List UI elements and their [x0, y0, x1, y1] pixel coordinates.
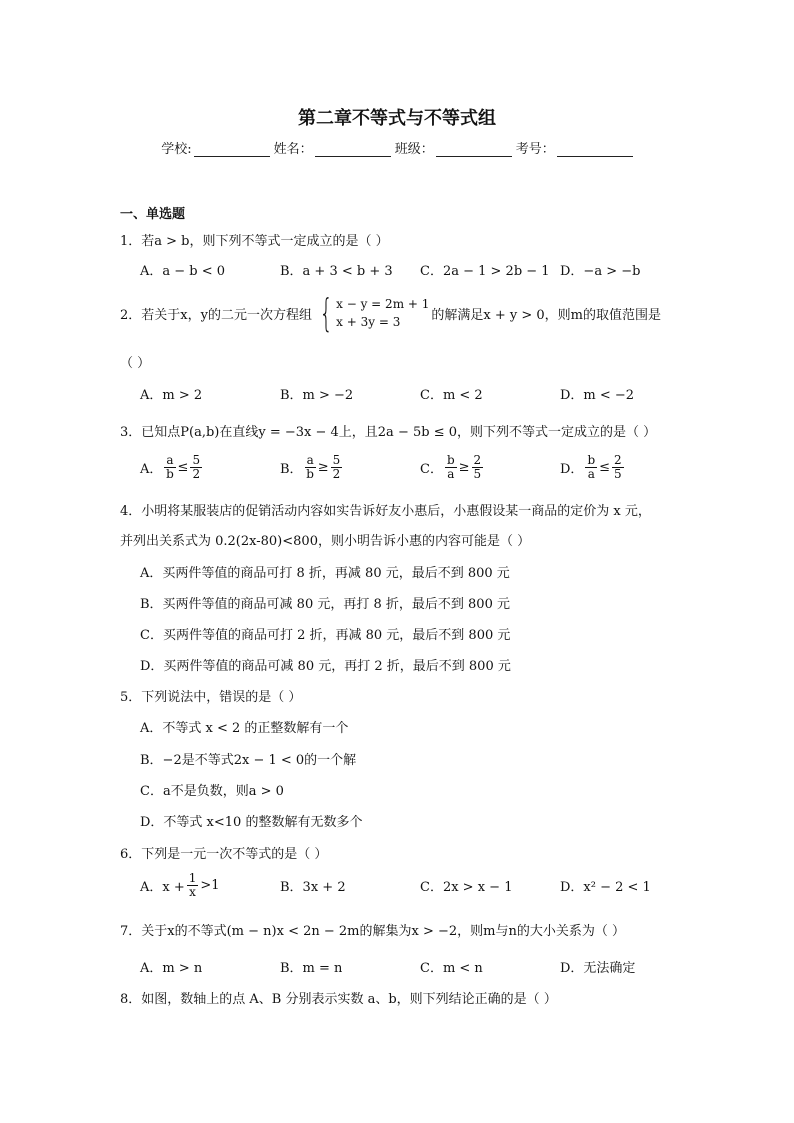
question-2-option-a[interactable]: A．m > 2: [140, 388, 203, 403]
fraction: [305, 454, 316, 481]
question-2-options: [140, 384, 700, 403]
numerator: 5: [332, 453, 341, 467]
question-2-stem-pre: 2．若关于x，y的二元一次方程组: [120, 307, 312, 323]
question-4-option-a[interactable]: A．买两件等值的商品可打 8 折，再减 80 元，最后不到 800 元: [140, 566, 510, 581]
question-1-options: [140, 260, 700, 279]
question-6-options: [140, 872, 700, 899]
question-2-stem-post: 的解满足x + y > 0，则m的取值范围是: [431, 307, 661, 323]
question-6-option-c[interactable]: C．2x > x − 1: [420, 880, 513, 895]
denominator: a: [587, 467, 595, 481]
question-3-option-d[interactable]: [560, 454, 700, 481]
question-2-option-b[interactable]: B．m > −2: [280, 388, 354, 403]
question-2-paren: （ ）: [120, 356, 151, 371]
class-blank[interactable]: [436, 142, 512, 157]
question-6-option-d[interactable]: D．x² − 2 < 1: [560, 880, 651, 895]
denominator: 2: [192, 467, 201, 481]
numerator: b: [446, 453, 455, 467]
equation-2: x + 3y = 3: [336, 315, 401, 329]
question-1-option-a[interactable]: A．a − b < 0: [140, 264, 226, 279]
question-4-stem-line-1: 4．小明将某服装店的促销活动内容如实告诉好友小惠后，小惠假设某一商品的定价为 x 元，: [120, 504, 651, 519]
school-label: 学校:: [161, 142, 192, 157]
exam-number-blank[interactable]: [557, 142, 633, 157]
option-text: >1: [200, 878, 220, 893]
fraction: [190, 454, 202, 481]
denominator: 5: [473, 467, 482, 481]
fraction: [445, 454, 457, 481]
question-5-option-b[interactable]: B．−2是不等式2x − 1 < 0的一个解: [140, 753, 357, 768]
option-label: A．: [140, 462, 163, 477]
question-4-option-d[interactable]: D．买两件等值的商品可减 80 元，再打 2 折，最后不到 800 元: [140, 659, 511, 674]
operator: ≤: [599, 460, 611, 475]
class-label: 班级：: [394, 142, 434, 157]
exam-number-label: 考号：: [515, 142, 555, 157]
question-1-option-b[interactable]: B．a + 3 < b + 3: [280, 264, 393, 279]
numerator: 2: [614, 453, 622, 467]
question-3-option-b[interactable]: [280, 454, 420, 481]
numerator: a: [166, 453, 174, 467]
equation-1: x − y = 2m + 1: [336, 297, 430, 311]
numerator: b: [587, 453, 596, 467]
equation-system: [314, 291, 430, 335]
question-2-stem: [120, 291, 661, 335]
question-1-stem: 1．若a > b，则下列不等式一定成立的是（ ）: [120, 234, 389, 249]
fraction: [164, 454, 175, 481]
question-4-stem-line-2: 并列出关系式为 0.2(2x-80)<800，则小明告诉小惠的内容可能是（ ）: [120, 534, 531, 549]
question-2-option-c[interactable]: C．m < 2: [420, 388, 483, 403]
question-7-stem: 7．关于x的不等式(m − n)x < 2n − 2m的解集为x > −2，则m与n的大小关系为（ ）: [120, 924, 625, 939]
student-info-line: [0, 138, 794, 157]
question-2-option-d[interactable]: D．m < −2: [560, 388, 635, 403]
question-3-options: [140, 454, 700, 481]
brace-icon: {: [319, 291, 333, 335]
question-3-stem: 3．已知点P(a,b)在直线y = −3x − 4上，且2a − 5b ≤ 0，则下列不等式一定成立的是（ ）: [120, 425, 657, 440]
numerator: 2: [473, 453, 482, 467]
fraction: [472, 454, 484, 481]
question-5-option-d[interactable]: D．不等式 x<10 的整数解有无数多个: [140, 815, 363, 830]
denominator: x: [189, 885, 196, 899]
school-field[interactable]: [161, 138, 269, 157]
question-7-option-a[interactable]: A．m > n: [140, 961, 203, 976]
question-7-option-c[interactable]: C．m < n: [420, 961, 483, 976]
question-6-option-a[interactable]: [140, 872, 280, 899]
operator: ≤: [177, 460, 189, 475]
numerator: 1: [188, 871, 197, 885]
fraction: [187, 872, 199, 899]
option-label: B．: [280, 462, 303, 477]
question-3-option-a[interactable]: [140, 454, 280, 481]
question-7-option-d[interactable]: D．无法确定: [560, 961, 636, 976]
fraction: [612, 454, 624, 481]
section-heading: 一、单选题: [120, 207, 186, 222]
name-field[interactable]: [274, 138, 391, 157]
question-5-option-a[interactable]: A．不等式 x < 2 的正整数解有一个: [140, 721, 349, 736]
option-label: D．: [560, 462, 584, 477]
denominator: 5: [614, 467, 622, 481]
numerator: a: [306, 453, 314, 467]
denominator: 2: [332, 467, 341, 481]
question-7-options: [140, 957, 700, 976]
denominator: a: [447, 467, 455, 481]
question-3-option-c[interactable]: [420, 454, 560, 481]
name-label: 姓名：: [273, 142, 313, 157]
question-5-stem: 5．下列说法中，错误的是（ ）: [120, 690, 302, 705]
fraction: [585, 454, 597, 481]
option-label: C．: [420, 462, 443, 477]
question-4-option-b[interactable]: B．买两件等值的商品可减 80 元，再打 8 折，最后不到 800 元: [140, 597, 510, 612]
numerator: 5: [192, 453, 201, 467]
question-5-option-c[interactable]: C．a不是负数，则a > 0: [140, 784, 284, 799]
question-1-option-c[interactable]: C．2a − 1 > 2b − 1: [420, 264, 550, 279]
page-title: 第二章不等式与不等式组: [298, 108, 496, 129]
option-text: A．x +: [140, 880, 185, 895]
class-field[interactable]: [395, 138, 512, 157]
question-8-stem: 8．如图，数轴上的点 A、B 分别表示实数 a、b，则下列结论正确的是（ ）: [120, 992, 557, 1007]
question-1-option-d[interactable]: D．−a > −b: [560, 264, 641, 279]
name-blank[interactable]: [315, 142, 391, 157]
denominator: b: [306, 467, 314, 481]
question-6-option-b[interactable]: B．3x + 2: [280, 880, 346, 895]
operator: ≥: [317, 460, 329, 475]
exam-number-field[interactable]: [516, 138, 633, 157]
denominator: b: [166, 467, 174, 481]
school-blank[interactable]: [194, 142, 270, 157]
fraction: [331, 454, 343, 481]
question-4-option-c[interactable]: C．买两件等值的商品可打 2 折，再减 80 元，最后不到 800 元: [140, 628, 511, 643]
question-6-stem: 6．下列是一元一次不等式的是（ ）: [120, 847, 328, 862]
operator: ≥: [458, 460, 470, 475]
question-7-option-b[interactable]: B．m = n: [280, 961, 343, 976]
